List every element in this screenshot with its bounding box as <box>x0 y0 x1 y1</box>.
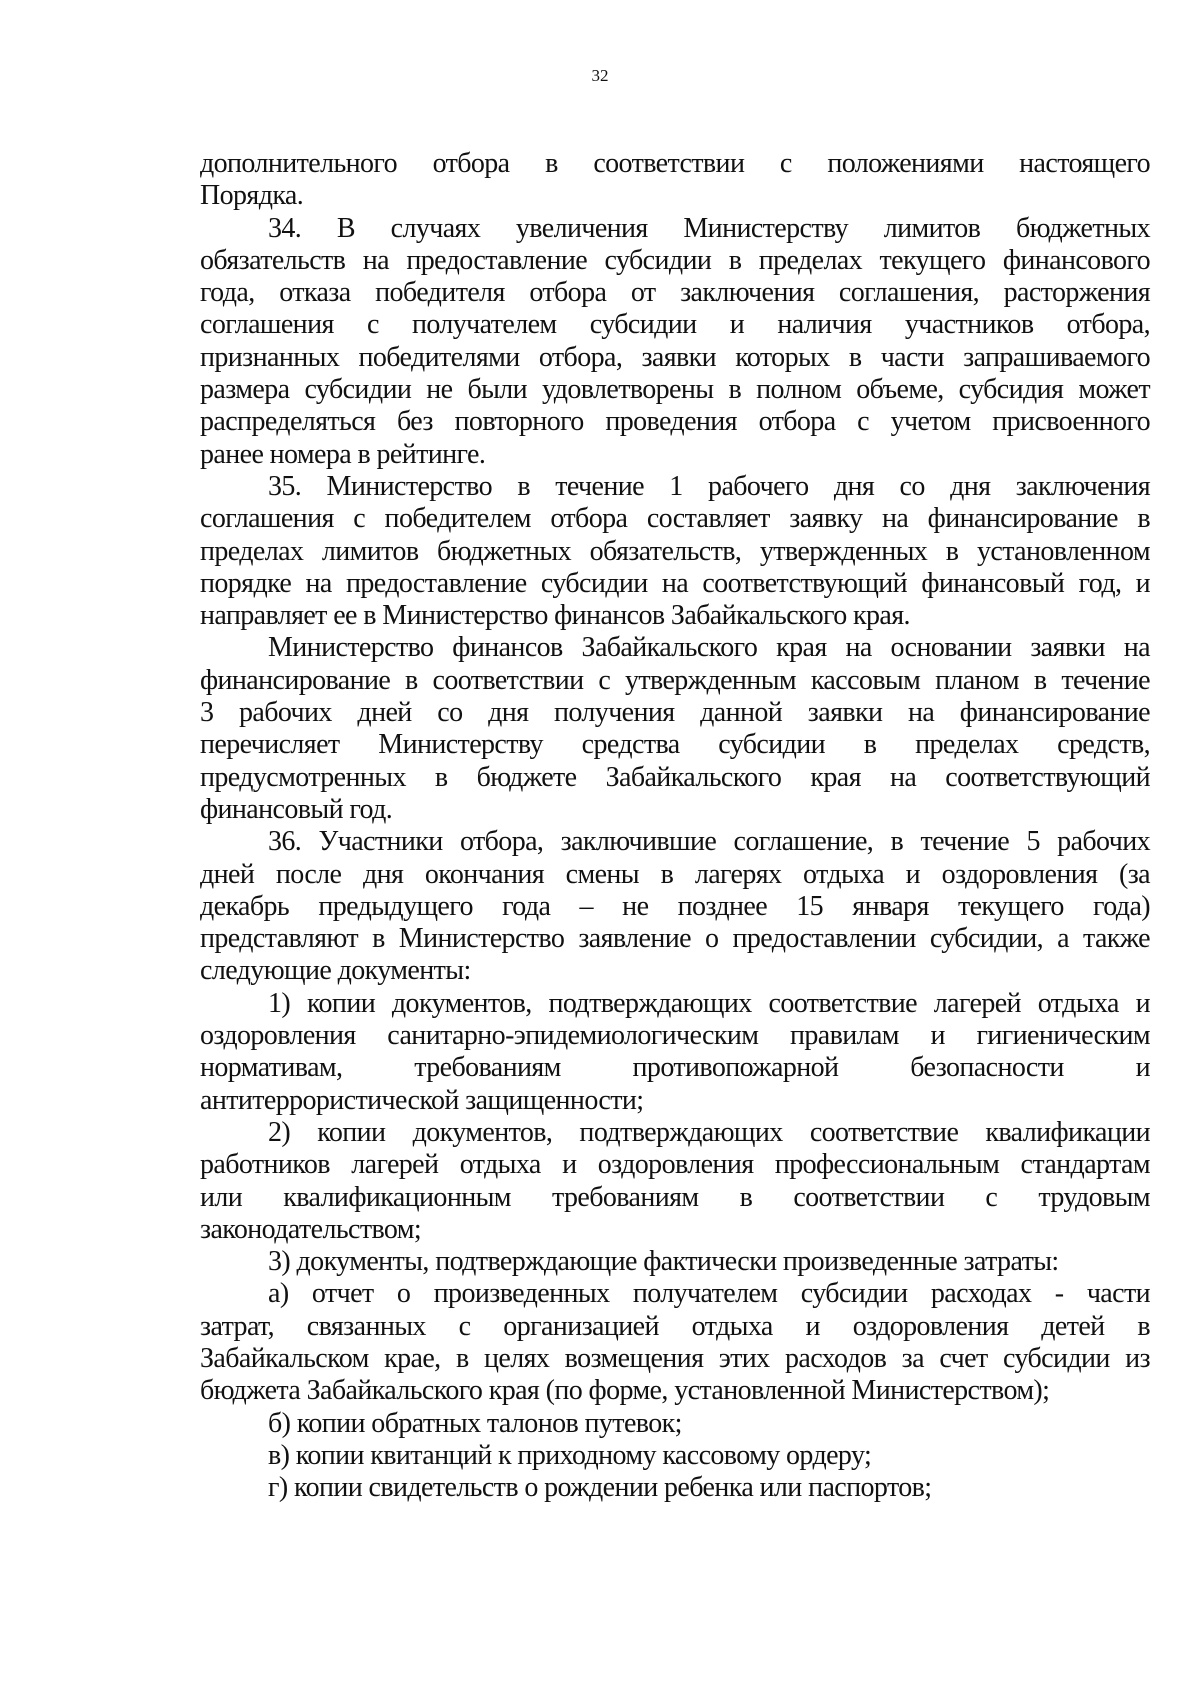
text-line: оздоровления санитарно-эпидемиологическим правилам и гигиеническим <box>200 1020 1150 1052</box>
paragraph-subitem-3 <box>200 1246 1150 1278</box>
text-line: а) отчет о произведенных получателем субсидии расходах - части <box>268 1278 1150 1310</box>
text-line: финансовый год. <box>200 793 393 825</box>
paragraph-subitem-v <box>200 1440 1150 1472</box>
document-body <box>200 148 1150 1504</box>
paragraph-subitem-b <box>200 1408 1150 1440</box>
text-line: 3 рабочих дней со дня получения данной заявки на финансирование <box>200 697 1150 729</box>
text-line: пределах лимитов бюджетных обязательств, утвержденных в установленном <box>200 535 1150 567</box>
text-line: бюджета Забайкальского края (по форме, установленной Министерством); <box>200 1375 1050 1407</box>
text-line: 36. Участники отбора, заключившие соглашение, в течение 5 рабочих <box>268 826 1150 858</box>
paragraph-subitem-a <box>200 1278 1150 1407</box>
paragraph-subitem-2 <box>200 1117 1150 1246</box>
text-line: признанных победителями отбора, заявки которых в части запрашиваемого <box>200 341 1150 373</box>
text-line: Министерство финансов Забайкальского края на основании заявки на <box>268 632 1150 664</box>
text-line: финансирование в соответствии с утвержденным кассовым планом в течение <box>200 664 1150 696</box>
text-line: Порядка. <box>200 180 304 212</box>
text-line: дополнительного отбора в соответствии с положениями настоящего <box>200 148 1150 179</box>
text-line: Забайкальском крае, в целях возмещения этих расходов за счет субсидии из <box>200 1342 1150 1374</box>
text-line: обязательств на предоставление субсидии в пределах текущего финансового <box>200 244 1150 276</box>
text-line: 1) копии документов, подтверждающих соответствие лагерей отдыха и <box>268 987 1150 1019</box>
text-line: 3) документы, подтверждающие фактически произведенные затраты: <box>268 1246 1059 1278</box>
text-line: ранее номера в рейтинге. <box>200 438 486 470</box>
text-line: представляют в Министерство заявление о предоставлении субсидии, а также <box>200 923 1150 955</box>
text-line: 34. В случаях увеличения Министерству лимитов бюджетных <box>268 212 1150 244</box>
text-line: 35. Министерство в течение 1 рабочего дня со дня заключения <box>268 470 1150 502</box>
paragraph-item-35 <box>200 471 1150 632</box>
text-line: соглашения с победителем отбора составляет заявку на финансирование в <box>200 503 1150 535</box>
text-line: соглашения с получателем субсидии и наличия участников отбора, <box>200 309 1150 341</box>
text-line: года, отказа победителя отбора от заключения соглашения, расторжения <box>200 277 1150 309</box>
text-line: или квалификационным требованиям в соответствии с трудовым <box>200 1181 1150 1213</box>
text-line: направляет ее в Министерство финансов Забайкальского края. <box>200 600 910 632</box>
paragraph-continuation <box>200 148 1150 213</box>
text-line: декабрь предыдущего года – не позднее 15 января текущего года) <box>200 890 1150 922</box>
text-line: законодательством; <box>200 1213 422 1245</box>
text-line: порядке на предоставление субсидии на соответствующий финансовый год, и <box>200 567 1150 599</box>
paragraph-item-34 <box>200 213 1150 471</box>
text-line: б) копии обратных талонов путевок; <box>268 1407 682 1439</box>
text-line: затрат, связанных с организацией отдыха и оздоровления детей в <box>200 1310 1150 1342</box>
text-line: предусмотренных в бюджете Забайкальского края на соответствующий <box>200 761 1150 793</box>
text-line: антитеррористической защищенности; <box>200 1084 644 1116</box>
page-number: 32 <box>591 66 609 85</box>
paragraph-ministry-finance <box>200 632 1150 826</box>
text-line: следующие документы: <box>200 955 471 987</box>
text-line: распределяться без повторного проведения отбора с учетом присвоенного <box>200 406 1150 438</box>
text-line: перечисляет Министерству средства субсидии в пределах средств, <box>200 729 1150 761</box>
text-line: нормативам, требованиям противопожарной безопасности и <box>200 1052 1150 1084</box>
paragraph-item-36 <box>200 826 1150 987</box>
text-line: 2) копии документов, подтверждающих соответствие квалификации <box>268 1116 1150 1148</box>
text-line: в) копии квитанций к приходному кассовому ордеру; <box>268 1439 872 1471</box>
paragraph-subitem-1 <box>200 988 1150 1117</box>
text-line: работников лагерей отдыха и оздоровления профессиональным стандартам <box>200 1149 1150 1181</box>
text-line: размера субсидии не были удовлетворены в полном объеме, субсидия может <box>200 374 1150 406</box>
text-line: г) копии свидетельств о рождении ребенка или паспортов; <box>268 1472 932 1504</box>
paragraph-subitem-g <box>200 1472 1150 1504</box>
text-line: дней после дня окончания смены в лагерях отдыха и оздоровления (за <box>200 858 1150 890</box>
